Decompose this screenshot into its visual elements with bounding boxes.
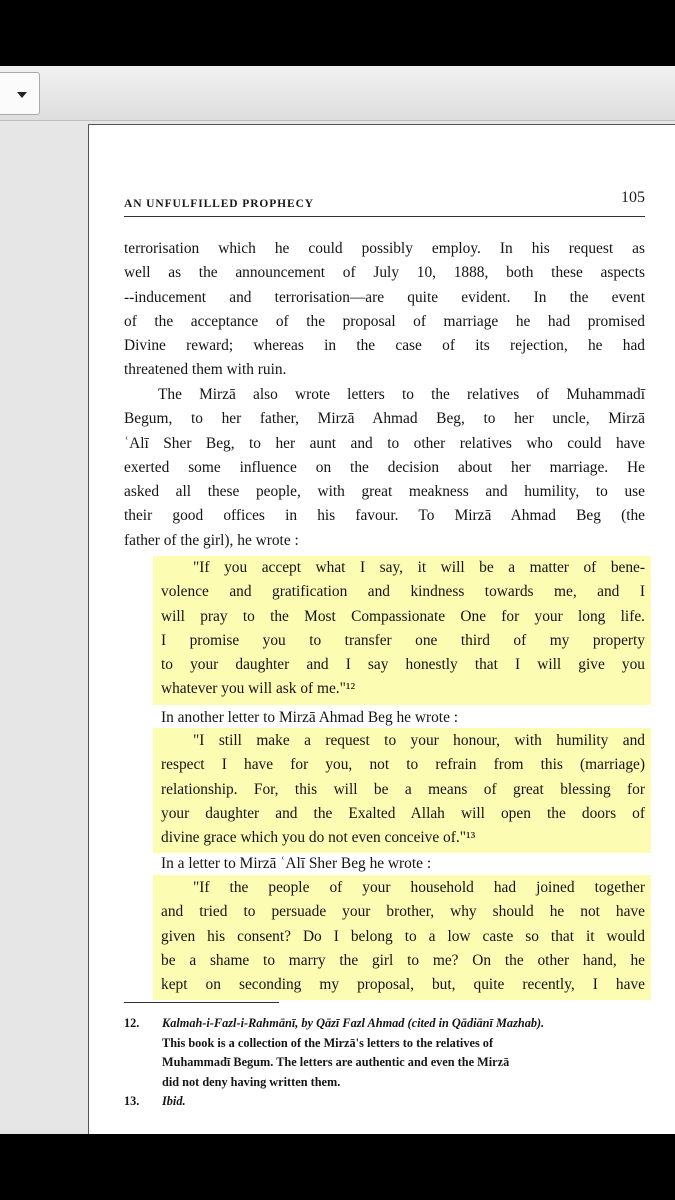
footnote-line: did not deny having written them. <box>162 1074 341 1089</box>
quote-3 <box>161 876 645 997</box>
text-line: given his consent? Do I belong to a low caste so that it would <box>161 927 645 945</box>
text-line: whatever you will ask of me."¹² <box>161 680 356 698</box>
footnote-number: 12. <box>124 1016 140 1030</box>
text-line: respect I have for you, not to refrain from this (marriage) <box>161 756 645 774</box>
footnote-line: Muhammadī Begum. The letters are authentic and even the Mirzā <box>162 1055 510 1070</box>
chevron-down-icon <box>17 92 27 98</box>
text-line: Begum, to her father, Mirzā Ahmad Beg, to her uncle, Mirzā <box>124 410 645 428</box>
quote-intro-3: In a letter to Mirzā ʿAlī Sher Beg he wrote : <box>161 855 432 872</box>
footnote-13 <box>124 1092 645 1112</box>
text-line: volence and gratification and kindness towards me, and I <box>161 583 645 601</box>
footnote-12 <box>124 1014 645 1092</box>
text-line: "I still make a request to your honour, with humility and <box>193 732 645 749</box>
text-line: terrorisation which he could possibly employ. In his request as <box>124 240 645 257</box>
text-line: of the acceptance of the proposal of marriage he had promised <box>124 312 645 330</box>
footnote-line: Kalmah-i-Fazl-i-Rahmānī, by Qāzī Fazl Ahmad (cited in Qādiānī Mazhab). <box>162 1016 545 1030</box>
text-line: their good offices in his favour. To Mirzā Ahmad Beg (the <box>124 507 645 525</box>
text-line: ʿAlī Sher Beg, to her aunt and to other relatives who could have <box>124 434 645 452</box>
quote-intro-2: In another letter to Mirzā Ahmad Beg he wrote : <box>161 709 459 726</box>
footnote-line: This book is a collection of the Mirzā's letters to the relatives of <box>162 1035 494 1050</box>
running-head <box>124 189 645 212</box>
text-line: "If you accept what I say, it will be a matter of bene- <box>193 559 645 576</box>
top-black-bar <box>0 0 675 66</box>
paragraph-1 <box>124 237 645 383</box>
text-line: relationship. For, this will be a means of great blessing for <box>161 780 645 798</box>
running-title: AN UNFULFILLED PROPHECY <box>124 198 315 210</box>
text-line: asked all these people, with great meakness and humility, to use <box>124 483 645 501</box>
footnote-line: Ibid. <box>162 1094 186 1109</box>
quote-1 <box>161 556 645 702</box>
text-line: The Mirzā also wrote letters to the relatives of Muhammadī <box>158 386 645 403</box>
quote-2 <box>161 729 645 850</box>
text-line: father of the girl), he wrote : <box>124 531 299 549</box>
page-number: 105 <box>621 189 645 206</box>
paragraph-2 <box>124 383 645 553</box>
text-line: "If the people of your household had joined together <box>193 879 645 896</box>
view-dropdown-button[interactable] <box>0 72 40 115</box>
text-line: and tried to persuade your brother, why should he not have <box>161 903 645 921</box>
text-line: I promise you to transfer one third of my property <box>161 631 645 649</box>
text-line: kept on seconding my proposal, but, quite recently, I have <box>161 976 645 994</box>
text-line: threatened them with ruin. <box>124 361 287 379</box>
viewer-toolbar <box>0 66 675 121</box>
document-viewer[interactable] <box>0 121 675 1134</box>
text-line: be a shame to marry the girl to me? On the other hand, he <box>161 951 645 969</box>
text-line: divine grace which you do not even conceive of."¹³ <box>161 829 476 847</box>
text-line: Divine reward; whereas in the case of its rejection, he had <box>124 337 645 355</box>
text-line: --inducement and terrorisation—are quite evident. In the event <box>124 288 645 306</box>
bottom-black-bar <box>0 1134 675 1200</box>
text-line: exerted some influence on the decision about her marriage. He <box>124 458 645 476</box>
footnotes <box>124 1014 645 1112</box>
text-line: will pray to the Most Compassionate One for your long life. <box>161 607 645 625</box>
footnote-rule <box>124 1002 279 1003</box>
text-line: well as the announcement of July 10, 1888, both these aspects <box>124 264 645 282</box>
footnote-number: 13. <box>124 1094 140 1109</box>
book-page <box>88 124 675 1134</box>
text-line: to your daughter and I say honestly that I will give you <box>161 656 645 674</box>
header-rule <box>124 216 645 217</box>
text-line: your daughter and the Exalted Allah will open the doors of <box>161 804 645 822</box>
